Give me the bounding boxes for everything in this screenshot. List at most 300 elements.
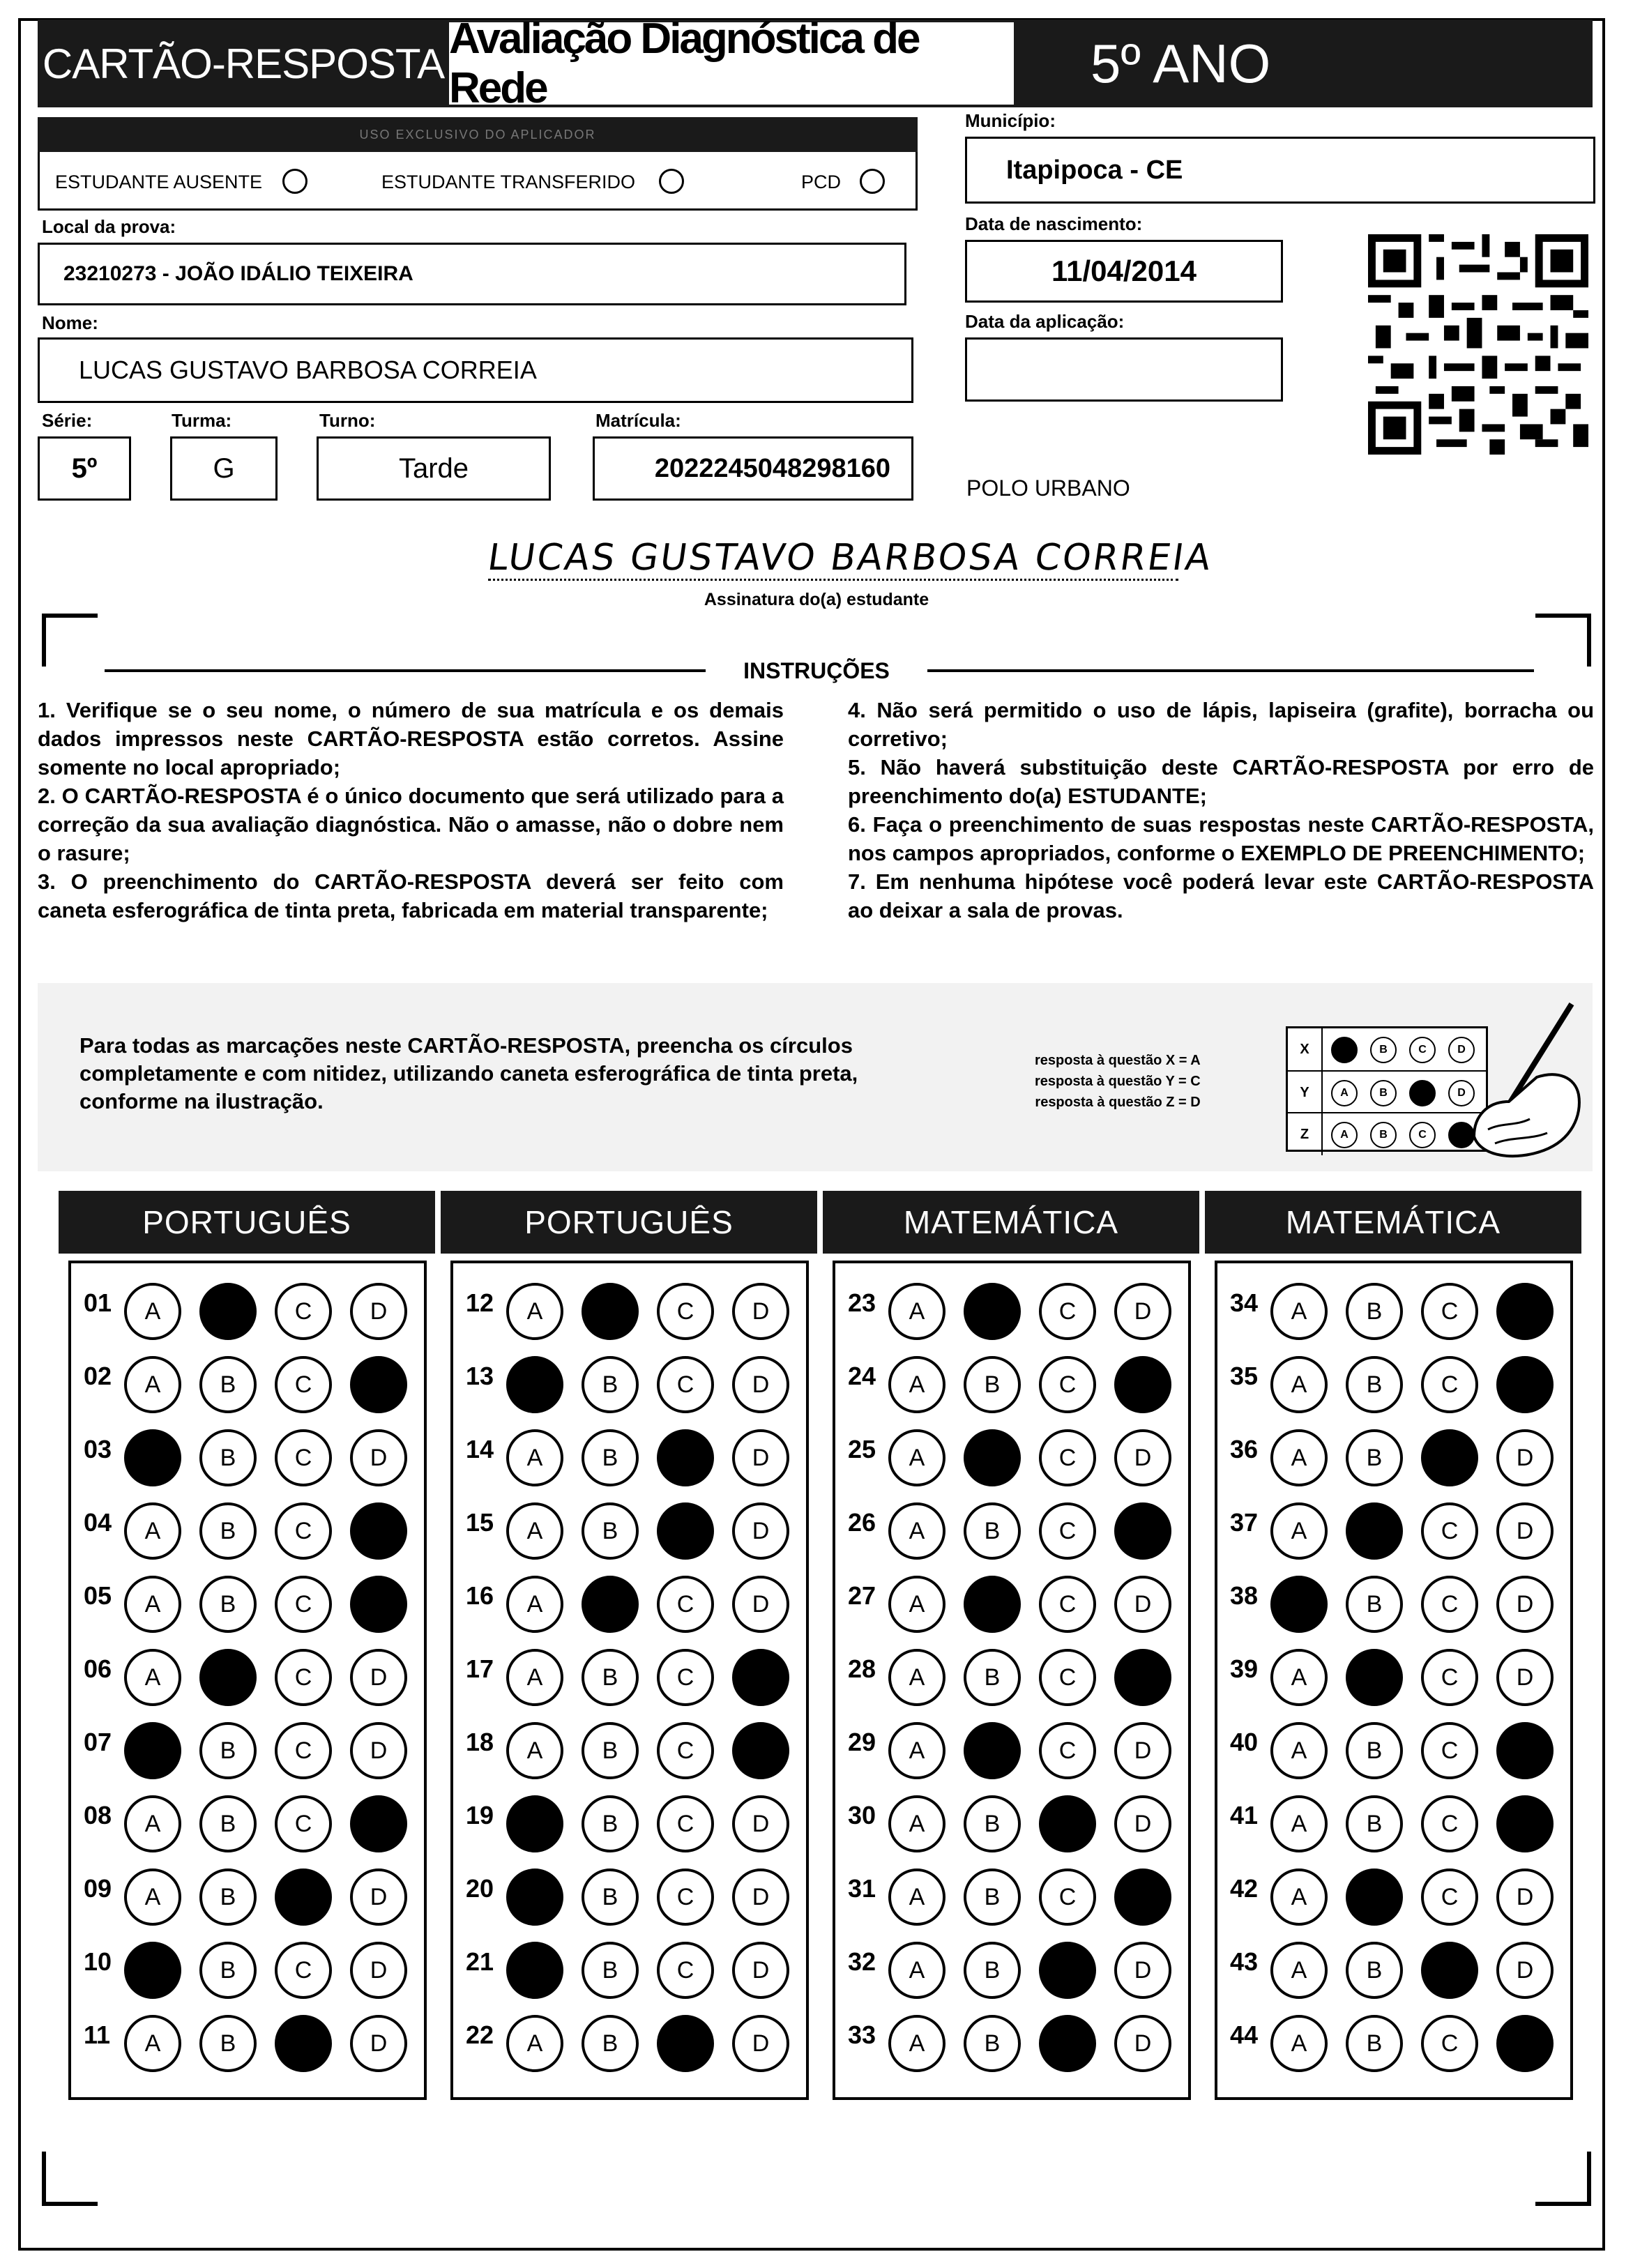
question-row <box>71 1780 424 1850</box>
answer-bubble-a[interactable]: A <box>1270 1429 1328 1486</box>
answer-bubble-a[interactable]: A <box>888 1869 945 1926</box>
question-number: 41 <box>1230 1801 1259 1829</box>
section-title: MATEMÁTICA <box>1205 1191 1581 1254</box>
instruction-6: 6. Faça o preenchimento de suas respostas neste CARTÃO-RESPOSTA, nos campos apropriados, conforme o EXEMPLO DE PREENCHIMENTO; <box>848 812 1594 865</box>
question-row <box>71 1414 424 1484</box>
question-number: 25 <box>848 1435 876 1463</box>
answer-bubble-d[interactable] <box>1114 1869 1171 1926</box>
answer-bubble-c[interactable]: C <box>275 1576 332 1633</box>
section-answers <box>833 1261 1191 2100</box>
answer-bubble-c[interactable]: C <box>1039 1869 1096 1926</box>
answer-bubble-c[interactable]: C <box>275 1942 332 1999</box>
answer-bubble-a[interactable]: A <box>124 1649 181 1706</box>
answer-bubble-b[interactable] <box>1346 1502 1403 1560</box>
answer-bubble-b[interactable]: B <box>199 1576 257 1633</box>
class-field: G <box>170 436 278 501</box>
section-title: PORTUGUÊS <box>59 1191 435 1254</box>
answer-bubble-d[interactable]: D <box>1496 1942 1554 1999</box>
answer-bubble-d[interactable]: D <box>350 2015 407 2072</box>
answer-bubble-b[interactable]: B <box>582 1795 639 1852</box>
answer-bubble-a[interactable]: A <box>1270 1795 1328 1852</box>
pcd-radio[interactable] <box>860 169 885 194</box>
answer-bubble-c[interactable] <box>1421 1429 1478 1486</box>
question-row <box>71 1268 424 1337</box>
section-answers <box>68 1261 427 2100</box>
fill-example <box>38 983 1593 1171</box>
question-number: 19 <box>466 1801 494 1829</box>
answer-bubble-c[interactable]: C <box>1421 1502 1478 1560</box>
instruction-4: 4. Não será permitido o uso de lápis, lapiseira (grafite), borracha ou corretivo; <box>848 698 1594 751</box>
answer-bubble-a[interactable]: A <box>888 1942 945 1999</box>
municipio-field: Itapipoca - CE <box>965 137 1595 204</box>
grade-label: Série: <box>42 410 93 431</box>
instructions-left <box>38 696 784 924</box>
answer-bubble-c[interactable]: C <box>1421 1722 1478 1779</box>
answer-bubble-d[interactable]: D <box>732 2015 789 2072</box>
answer-bubble-c[interactable]: C <box>1421 1576 1478 1633</box>
question-row <box>835 1487 1188 1557</box>
answer-bubble-d[interactable]: D <box>732 1795 789 1852</box>
answer-bubble-b[interactable]: B <box>1346 1356 1403 1413</box>
answer-bubble-d[interactable]: D <box>1114 1576 1171 1633</box>
answer-bubble-a[interactable]: A <box>124 1502 181 1560</box>
answer-bubble-c[interactable]: C <box>1421 1869 1478 1926</box>
answer-bubble-d[interactable]: D <box>732 1576 789 1633</box>
example-response-y: resposta à questão Y = C <box>1035 1074 1201 1089</box>
example-row-label: Z <box>1288 1113 1323 1155</box>
answer-bubble-a[interactable]: A <box>506 1576 563 1633</box>
question-row <box>71 1634 424 1703</box>
answer-bubble-c[interactable]: C <box>1039 1722 1096 1779</box>
answer-bubble-b[interactable]: B <box>964 1942 1021 1999</box>
question-number: 10 <box>84 1947 112 1976</box>
answer-bubble-b[interactable]: B <box>199 1502 257 1560</box>
answer-bubble-a[interactable]: A <box>1270 1869 1328 1926</box>
answer-bubble-c[interactable] <box>657 1502 714 1560</box>
answer-bubble-c[interactable]: C <box>1421 1649 1478 1706</box>
answer-bubble-b[interactable]: B <box>1346 1283 1403 1340</box>
example-bubble-c <box>1409 1080 1436 1106</box>
answer-bubble-a[interactable]: A <box>506 1502 563 1560</box>
answer-bubble-a[interactable] <box>124 1429 181 1486</box>
answer-bubble-a[interactable]: A <box>888 1502 945 1560</box>
example-grid <box>1286 1026 1488 1152</box>
answer-bubble-b[interactable] <box>199 1649 257 1706</box>
instructions-title: INSTRUÇÕES <box>743 658 890 683</box>
answer-bubble-d[interactable]: D <box>732 1502 789 1560</box>
answer-bubble-c[interactable]: C <box>1421 2015 1478 2072</box>
signature-label: Assinatura do(a) estudante <box>704 590 929 609</box>
answer-bubble-a[interactable] <box>506 1356 563 1413</box>
answer-bubble-a[interactable]: A <box>888 1795 945 1852</box>
student-signature: LUCAS GUSTAVO BARBOSA CORREIA <box>485 537 1215 579</box>
answer-bubble-c[interactable] <box>1039 1795 1096 1852</box>
answer-bubble-b[interactable] <box>964 1283 1021 1340</box>
question-number: 23 <box>848 1288 876 1317</box>
question-number: 34 <box>1230 1288 1259 1317</box>
answer-bubble-a[interactable]: A <box>506 1649 563 1706</box>
answer-bubble-b[interactable]: B <box>582 1869 639 1926</box>
answer-bubble-d[interactable]: D <box>1496 1869 1554 1926</box>
name-field: LUCAS GUSTAVO BARBOSA CORREIA <box>38 337 913 403</box>
answer-bubble-c[interactable] <box>1039 2015 1096 2072</box>
question-number: 32 <box>848 1947 876 1976</box>
section-title: MATEMÁTICA <box>823 1191 1199 1254</box>
question-row <box>835 1268 1188 1337</box>
qr-code-icon <box>1368 234 1588 455</box>
answer-bubble-c[interactable]: C <box>1039 1283 1096 1340</box>
question-number: 33 <box>848 2020 876 2049</box>
question-row <box>1217 1268 1570 1337</box>
question-row <box>453 1268 806 1337</box>
answer-bubble-b[interactable]: B <box>582 1429 639 1486</box>
answer-bubble-b[interactable] <box>964 1429 1021 1486</box>
question-row <box>1217 1926 1570 1996</box>
answer-bubble-c[interactable]: C <box>1421 1795 1478 1852</box>
answer-bubble-a[interactable]: A <box>124 1795 181 1852</box>
answer-bubble-b[interactable]: B <box>582 1722 639 1779</box>
answer-bubble-c[interactable]: C <box>1039 1576 1096 1633</box>
example-row-label: Y <box>1288 1072 1323 1113</box>
answer-bubble-c[interactable]: C <box>657 1795 714 1852</box>
answer-bubble-b[interactable]: B <box>964 2015 1021 2072</box>
answer-bubble-d[interactable] <box>732 1649 789 1706</box>
answer-bubble-a[interactable]: A <box>124 1356 181 1413</box>
question-row <box>453 2000 806 2069</box>
section-answers <box>450 1261 809 2100</box>
question-row <box>1217 1634 1570 1703</box>
answer-bubble-b[interactable]: B <box>582 1942 639 1999</box>
example-bubble-a <box>1331 1037 1358 1063</box>
answer-bubble-d[interactable] <box>1496 1722 1554 1779</box>
question-row <box>453 1853 806 1923</box>
answer-bubble-c[interactable]: C <box>657 1649 714 1706</box>
answer-bubble-d[interactable]: D <box>350 1869 407 1926</box>
question-number: 42 <box>1230 1874 1259 1903</box>
answer-bubble-c[interactable]: C <box>1421 1356 1478 1413</box>
answer-bubble-b[interactable]: B <box>964 1795 1021 1852</box>
answer-bubble-b[interactable]: B <box>1346 1429 1403 1486</box>
question-number: 40 <box>1230 1728 1259 1756</box>
answer-bubble-b[interactable]: B <box>199 1356 257 1413</box>
answer-bubble-d[interactable]: D <box>732 1869 789 1926</box>
answer-bubble-b[interactable]: B <box>199 1942 257 1999</box>
answer-bubble-b[interactable]: B <box>1346 1942 1403 1999</box>
answer-bubble-d[interactable]: D <box>350 1649 407 1706</box>
birthdate-field: 11/04/2014 <box>965 240 1283 303</box>
question-row <box>1217 1707 1570 1776</box>
question-row <box>1217 1414 1570 1484</box>
card-title: CARTÃO-RESPOSTA <box>38 20 449 107</box>
answer-bubble-a[interactable]: A <box>1270 1283 1328 1340</box>
question-row <box>71 1487 424 1557</box>
answer-bubble-a[interactable]: A <box>124 2015 181 2072</box>
question-row <box>835 2000 1188 2069</box>
question-number: 22 <box>466 2020 494 2049</box>
question-number: 24 <box>848 1362 876 1390</box>
answer-bubble-c[interactable]: C <box>275 1649 332 1706</box>
answer-bubble-d[interactable]: D <box>1114 2015 1171 2072</box>
answer-bubble-d[interactable] <box>350 1502 407 1560</box>
answer-bubble-a[interactable] <box>124 1722 181 1779</box>
question-number: 29 <box>848 1728 876 1756</box>
question-number: 15 <box>466 1508 494 1537</box>
applicator-bar: USO EXCLUSIVO DO APLICADOR <box>38 117 918 152</box>
answer-bubble-d[interactable] <box>1496 1356 1554 1413</box>
answer-bubble-a[interactable] <box>506 1869 563 1926</box>
answer-bubble-b[interactable] <box>1346 1649 1403 1706</box>
answer-bubble-d[interactable]: D <box>1496 1576 1554 1633</box>
answer-bubble-c[interactable]: C <box>1039 1429 1096 1486</box>
answer-bubble-b[interactable]: B <box>964 1502 1021 1560</box>
question-row <box>835 1341 1188 1410</box>
answer-bubble-d[interactable]: D <box>1114 1429 1171 1486</box>
answer-bubble-c[interactable]: C <box>275 1502 332 1560</box>
shift-label: Turno: <box>319 410 376 431</box>
class-label: Turma: <box>172 410 232 431</box>
answer-bubble-c[interactable] <box>657 1429 714 1486</box>
answer-bubble-c[interactable] <box>657 2015 714 2072</box>
answer-bubble-d[interactable] <box>1114 1649 1171 1706</box>
question-number: 09 <box>84 1874 112 1903</box>
question-number: 06 <box>84 1654 112 1683</box>
answer-bubble-c[interactable]: C <box>657 1356 714 1413</box>
answer-bubble-c[interactable] <box>1039 1942 1096 1999</box>
question-row <box>453 1341 806 1410</box>
answer-bubble-b[interactable] <box>582 1283 639 1340</box>
answer-bubble-b[interactable]: B <box>1346 1576 1403 1633</box>
answer-bubble-b[interactable] <box>582 1576 639 1633</box>
answer-bubble-a[interactable]: A <box>888 1429 945 1486</box>
answer-bubble-a[interactable]: A <box>888 1356 945 1413</box>
question-number: 17 <box>466 1654 494 1683</box>
answer-bubble-c[interactable]: C <box>657 1283 714 1340</box>
question-number: 05 <box>84 1581 112 1610</box>
answer-bubble-b[interactable]: B <box>582 1649 639 1706</box>
answer-bubble-b[interactable]: B <box>1346 2015 1403 2072</box>
answer-bubble-a[interactable]: A <box>506 1429 563 1486</box>
question-number: 26 <box>848 1508 876 1537</box>
question-number: 20 <box>466 1874 494 1903</box>
answer-bubble-d[interactable] <box>1496 2015 1554 2072</box>
answer-bubble-d[interactable]: D <box>1496 1649 1554 1706</box>
answer-bubble-d[interactable] <box>350 1356 407 1413</box>
answer-bubble-a[interactable]: A <box>888 2015 945 2072</box>
answer-bubble-c[interactable]: C <box>657 1722 714 1779</box>
answer-bubble-b[interactable]: B <box>199 1795 257 1852</box>
answer-bubble-c[interactable]: C <box>1039 1649 1096 1706</box>
transferred-label: ESTUDANTE TRANSFERIDO <box>381 172 636 192</box>
pcd-label: PCD <box>801 172 842 192</box>
answer-bubble-b[interactable]: B <box>964 1356 1021 1413</box>
question-row <box>453 1634 806 1703</box>
answer-bubble-c[interactable]: C <box>275 1283 332 1340</box>
answer-bubble-a[interactable]: A <box>1270 1722 1328 1779</box>
answer-bubble-c[interactable]: C <box>1039 1356 1096 1413</box>
answer-bubble-a[interactable]: A <box>1270 1942 1328 1999</box>
question-number: 13 <box>466 1362 494 1390</box>
question-number: 16 <box>466 1581 494 1610</box>
question-number: 39 <box>1230 1654 1259 1683</box>
answer-bubble-d[interactable]: D <box>732 1429 789 1486</box>
answer-bubble-a[interactable]: A <box>888 1722 945 1779</box>
question-number: 03 <box>84 1435 112 1463</box>
answer-bubble-d[interactable] <box>350 1795 407 1852</box>
answer-bubble-c[interactable]: C <box>657 1869 714 1926</box>
answer-bubble-a[interactable]: A <box>506 1283 563 1340</box>
answer-bubble-d[interactable]: D <box>1114 1942 1171 1999</box>
question-row <box>835 1414 1188 1484</box>
answer-bubble-c[interactable] <box>275 2015 332 2072</box>
answer-bubble-b[interactable]: B <box>199 1722 257 1779</box>
example-bubble-d: D <box>1448 1080 1475 1106</box>
question-number: 07 <box>84 1728 112 1756</box>
question-row <box>1217 1853 1570 1923</box>
question-number: 21 <box>466 1947 494 1976</box>
answer-bubble-c[interactable] <box>1421 1942 1478 1999</box>
example-response-x: resposta à questão X = A <box>1035 1053 1201 1068</box>
answer-bubble-c[interactable]: C <box>1421 1283 1478 1340</box>
question-row <box>453 1926 806 1996</box>
answer-bubble-a[interactable]: A <box>888 1283 945 1340</box>
enrollment-label: Matrícula: <box>595 410 681 431</box>
answer-bubble-b[interactable]: B <box>199 2015 257 2072</box>
example-bubble-b: B <box>1370 1122 1397 1148</box>
question-row <box>71 1707 424 1776</box>
answer-bubble-c[interactable] <box>275 1869 332 1926</box>
answer-bubble-a[interactable]: A <box>124 1283 181 1340</box>
answer-bubble-c[interactable]: C <box>275 1795 332 1852</box>
answer-bubble-c[interactable]: C <box>1039 1502 1096 1560</box>
answer-bubble-b[interactable] <box>964 1722 1021 1779</box>
answer-bubble-a[interactable]: A <box>506 2015 563 2072</box>
answer-bubble-a[interactable]: A <box>506 1722 563 1779</box>
answer-bubble-b[interactable]: B <box>199 1429 257 1486</box>
question-number: 04 <box>84 1508 112 1537</box>
answer-bubble-d[interactable]: D <box>732 1942 789 1999</box>
polo-label: POLO URBANO <box>966 475 1130 501</box>
answer-bubble-c[interactable]: C <box>275 1429 332 1486</box>
answer-bubble-d[interactable] <box>1114 1356 1171 1413</box>
instruction-2: 2. O CARTÃO-RESPOSTA é o único documento que será utilizado para a correção da sua avaliação diagnóstica. Não o amasse, não o dobre nem o rasure; <box>38 784 784 865</box>
question-row <box>835 1780 1188 1850</box>
exam-title: Avaliação Diagnóstica de Rede <box>449 20 1014 107</box>
answer-bubble-c[interactable]: C <box>275 1356 332 1413</box>
answer-bubble-d[interactable] <box>732 1722 789 1779</box>
question-row <box>71 1926 424 1996</box>
example-bubble-c: C <box>1409 1037 1436 1063</box>
answer-bubble-d[interactable]: D <box>732 1283 789 1340</box>
answer-bubble-c[interactable]: C <box>657 1576 714 1633</box>
answer-bubble-b[interactable]: B <box>582 2015 639 2072</box>
question-number: 01 <box>84 1288 112 1317</box>
answer-bubble-d[interactable]: D <box>350 1283 407 1340</box>
answer-bubble-a[interactable]: A <box>1270 1356 1328 1413</box>
answer-bubble-d[interactable]: D <box>350 1942 407 1999</box>
answer-bubble-b[interactable] <box>199 1283 257 1340</box>
example-row <box>1288 1028 1486 1070</box>
section-title: PORTUGUÊS <box>441 1191 817 1254</box>
answer-bubble-d[interactable] <box>350 1576 407 1633</box>
question-number: 12 <box>466 1288 494 1317</box>
transferred-radio[interactable] <box>659 169 684 194</box>
question-row <box>835 1560 1188 1630</box>
example-responses <box>1035 1050 1201 1113</box>
answer-bubble-b[interactable]: B <box>582 1356 639 1413</box>
example-text: Para todas as marcações neste CARTÃO-RESPOSTA, preencha os círculos completamente e com nitidez, utilizando caneta esferográfica de tinta preta, conforme na ilustração. <box>79 1033 858 1113</box>
example-response-z: resposta à questão Z = D <box>1035 1095 1201 1110</box>
answer-bubble-c[interactable]: C <box>275 1722 332 1779</box>
question-number: 08 <box>84 1801 112 1829</box>
absent-radio[interactable] <box>282 169 307 194</box>
answer-bubble-a[interactable]: A <box>124 1576 181 1633</box>
local-field: 23210273 - JOÃO IDÁLIO TEIXEIRA <box>38 243 906 305</box>
question-number: 27 <box>848 1581 876 1610</box>
answer-bubble-d[interactable]: D <box>1496 1429 1554 1486</box>
answer-bubble-b[interactable]: B <box>964 1869 1021 1926</box>
answer-bubble-d[interactable]: D <box>1114 1722 1171 1779</box>
answer-bubble-c[interactable]: C <box>657 1942 714 1999</box>
example-bubble-d: D <box>1448 1037 1475 1063</box>
answer-bubble-b[interactable]: B <box>199 1869 257 1926</box>
question-number: 37 <box>1230 1508 1259 1537</box>
answer-bubble-d[interactable]: D <box>350 1722 407 1779</box>
answer-bubble-d[interactable] <box>1114 1502 1171 1560</box>
answer-bubble-d[interactable]: D <box>350 1429 407 1486</box>
example-bubble-b: B <box>1370 1037 1397 1063</box>
question-row <box>1217 1560 1570 1630</box>
answer-bubble-a[interactable]: A <box>1270 2015 1328 2072</box>
shift-field: Tarde <box>317 436 551 501</box>
instruction-1: 1. Verifique se o seu nome, o número de sua matrícula e os demais dados impressos neste CARTÃO-RESPOSTA estão corretos. Assine somente no local apropriado; <box>38 698 784 779</box>
question-row <box>835 1634 1188 1703</box>
corner-mark-bottom-right <box>1535 2152 1591 2206</box>
question-row <box>1217 2000 1570 2069</box>
question-row <box>835 1926 1188 1996</box>
answer-bubble-d[interactable] <box>1496 1795 1554 1852</box>
answer-bubble-a[interactable] <box>1270 1576 1328 1633</box>
header <box>38 15 1593 112</box>
hand-pen-icon <box>1460 997 1593 1164</box>
answer-bubble-a[interactable]: A <box>1270 1502 1328 1560</box>
answer-bubble-d[interactable]: D <box>1496 1502 1554 1560</box>
answer-bubble-a[interactable]: A <box>1270 1649 1328 1706</box>
answer-bubble-a[interactable] <box>506 1942 563 1999</box>
answer-bubble-d[interactable]: D <box>1114 1795 1171 1852</box>
answer-bubble-b[interactable]: B <box>1346 1795 1403 1852</box>
question-number: 38 <box>1230 1581 1259 1610</box>
answer-bubble-d[interactable] <box>1496 1283 1554 1340</box>
answer-bubble-b[interactable]: B <box>582 1502 639 1560</box>
local-label: Local da prova: <box>42 216 176 237</box>
answer-bubble-b[interactable] <box>1346 1869 1403 1926</box>
example-bubble-c: C <box>1409 1122 1436 1148</box>
answer-bubble-d[interactable]: D <box>1114 1283 1171 1340</box>
example-row <box>1288 1070 1486 1112</box>
answer-bubble-a[interactable]: A <box>888 1649 945 1706</box>
answer-bubble-a[interactable] <box>506 1795 563 1852</box>
answer-bubble-a[interactable] <box>124 1942 181 1999</box>
question-number: 18 <box>466 1728 494 1756</box>
application-date-field <box>965 337 1283 402</box>
answer-bubble-b[interactable]: B <box>964 1649 1021 1706</box>
answer-bubble-d[interactable]: D <box>732 1356 789 1413</box>
answer-bubble-b[interactable] <box>964 1576 1021 1633</box>
answer-bubble-a[interactable]: A <box>888 1576 945 1633</box>
answer-bubble-b[interactable]: B <box>1346 1722 1403 1779</box>
answer-bubble-a[interactable]: A <box>124 1869 181 1926</box>
question-number: 28 <box>848 1654 876 1683</box>
